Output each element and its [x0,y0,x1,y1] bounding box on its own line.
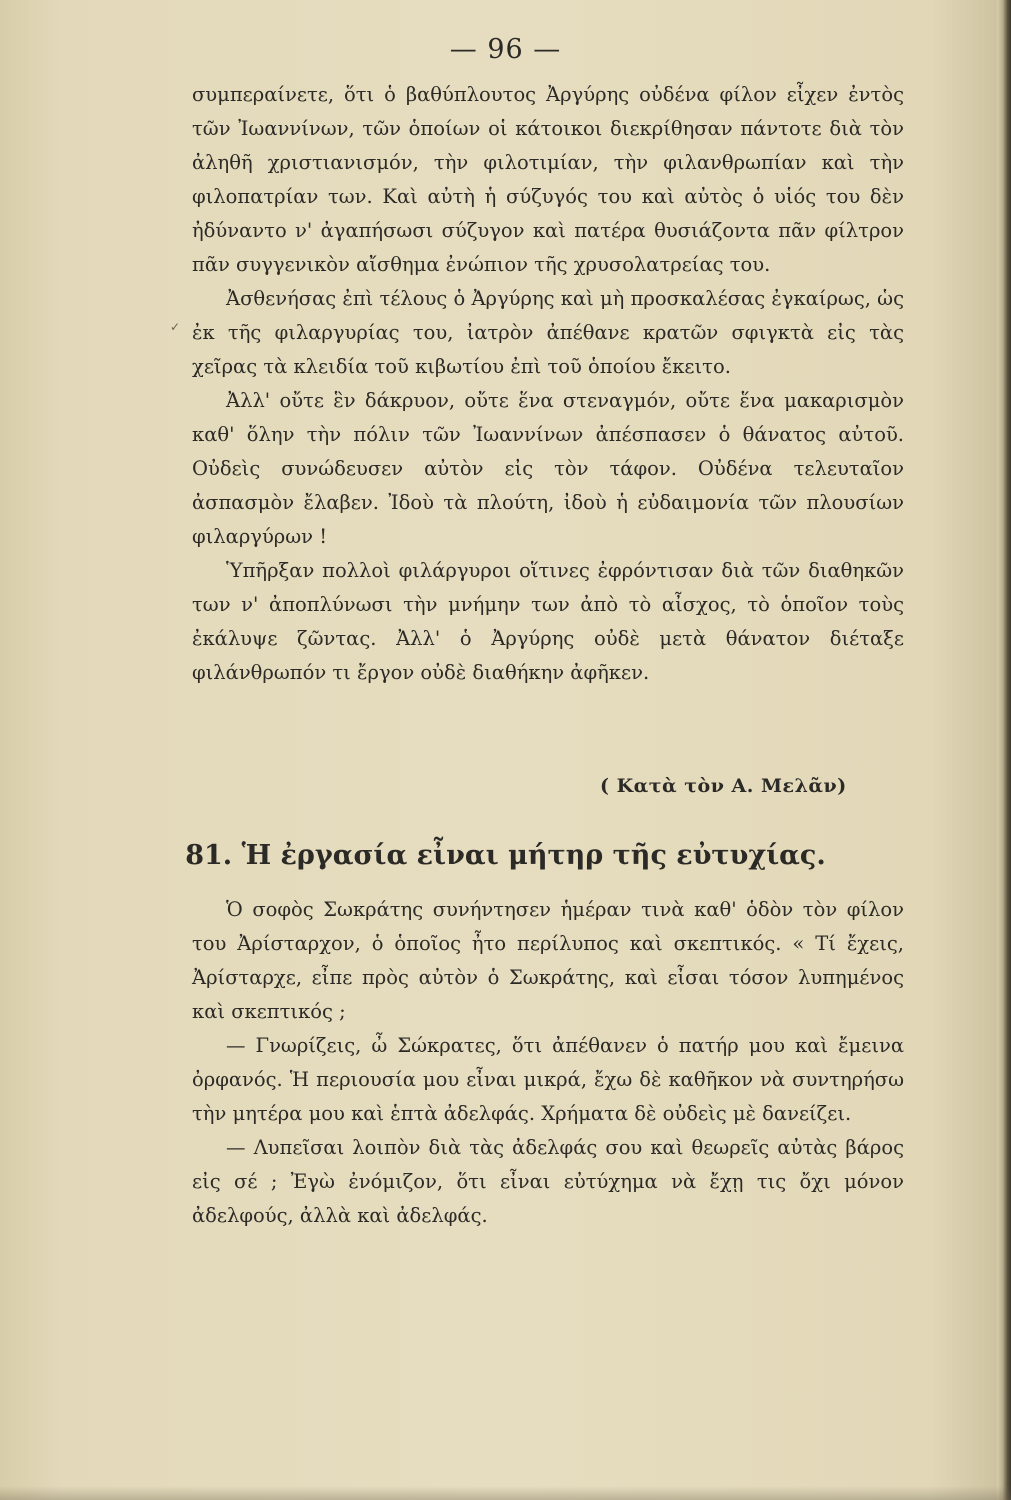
page-number: — 96 — [449,34,562,65]
section-paragraph-2: — Γνωρίζεις, ὦ Σώκρατες, ὅτι ἀπέθανεν ὁ πατήρ μου καὶ ἔμεινα ὀρφανός. Ἡ περιουσία μου εἶναι μικρά, ἔχω δὲ καθῆκον νὰ συντηρήσω τὴν μητέρα μου καὶ ἑπτὰ ἀδελφάς. Χρήματα δὲ οὐδεὶς μὲ δανείζει. [192,1034,904,1125]
paragraph-4: Ὑπῆρξαν πολλοὶ φιλάργυροι οἵτινες ἐφρόντισαν διὰ τῶν διαθηκῶν των ν' ἀποπλύνωσι τὴν μνήμην των ἀπὸ τὸ αἶσχος, τὸ ὁποῖον τοὺς ἐκάλυψε ζῶντας. Ἀλλ' ὁ Ἀργύρης οὐδὲ μετὰ θάνατον διέταξε φιλάνθρωπόν τι ἔργον οὐδὲ διαθήκην ἀφῆκεν. [192,559,904,684]
section-text [192,893,904,1233]
paragraph-1: συμπεραίνετε, ὅτι ὁ βαθύπλουτος Ἀργύρης οὐδένα φίλον εἶχεν ἐντὸς τῶν Ἰωαννίνων, τῶν ὁποίων οἱ κάτοικοι διεκρίθησαν πάντοτε διὰ τὸν ἀληθῆ χριστιανισμόν, τὴν φιλοτιμίαν, τὴν φιλανθρωπίαν καὶ τὴν φιλοπατρίαν των. Καὶ αὐτὴ ἡ σύζυγός του καὶ αὐτὸς ὁ υἱός του δὲν ἠδύναντο ν' ἀγαπήσωσι σύζυγον καὶ πατέρα θυσιάζοντα πᾶν φίλτρον πᾶν συγγενικὸν αἴσθημα ἐνώπιον τῆς χρυσολατρείας του. [192,83,904,276]
attribution: ( Κατὰ τὸν Α. Μελᾶν) [600,775,847,797]
page-edge-shadow [997,0,1011,1500]
section-paragraph-1: Ὁ σοφὸς Σωκράτης συνήντησεν ἡμέραν τινὰ καθ' ὁδὸν τὸν φίλον του Ἀρίσταρχον, ὁ ὁποῖος ἦτο περίλυπος καὶ σκεπτικός. « Τί ἔχεις, Ἀρίσταρχε, εἶπε πρὸς αὐτὸν ὁ Σωκράτης, καὶ εἶσαι τόσον λυπημένος καὶ σκεπτικός ; [192,898,904,1023]
section-heading: 81. Ἡ ἐργασία εἶναι μήτηρ τῆς εὐτυχίας. [185,840,826,871]
section-paragraph-3: — Λυπεῖσαι λοιπὸν διὰ τὰς ἀδελφάς σου καὶ θεωρεῖς αὐτὰς βάρος εἰς σέ ; Ἐγὼ ἐνόμιζον, ὅτι εἶναι εὐτύχημα νὰ ἔχῃ τις ὄχι μόνον ἀδελφούς, ἀλλὰ καὶ ἀδελφάς. [192,1136,904,1227]
page-bottom-shadow [0,1486,1011,1500]
paragraph-3: Ἀλλ' οὔτε ἓν δάκρυον, οὔτε ἕνα στεναγμόν, οὔτε ἕνα μακαρισμὸν καθ' ὅλην τὴν πόλιν τῶν Ἰωαννίνων ἀπέσπασεν ὁ θάνατος αὐτοῦ. Οὐδεὶς συνώδευσεν αὐτὸν εἰς τὸν τάφον. Οὐδένα τελευταῖον ἀσπασμὸν ἔλαβεν. Ἰδοὺ τὰ πλούτη, ἰδοὺ ἡ εὐδαιμονία τῶν πλουσίων φιλαργύρων ! [192,389,904,548]
paragraph-2: Ἀσθενήσας ἐπὶ τέλους ὁ Ἀργύρης καὶ μὴ προσκαλέσας ἐγκαίρως, ὡς ἐκ τῆς φιλαργυρίας του, ἰατρὸν ἀπέθανε κρατῶν σφιγκτὰ εἰς τὰς χεῖρας τὰ κλειδία τοῦ κιβωτίου ἐπὶ τοῦ ὁποίου ἔκειτο. [192,287,904,378]
story-text [192,78,904,690]
margin-mark: ✓ [170,320,181,334]
